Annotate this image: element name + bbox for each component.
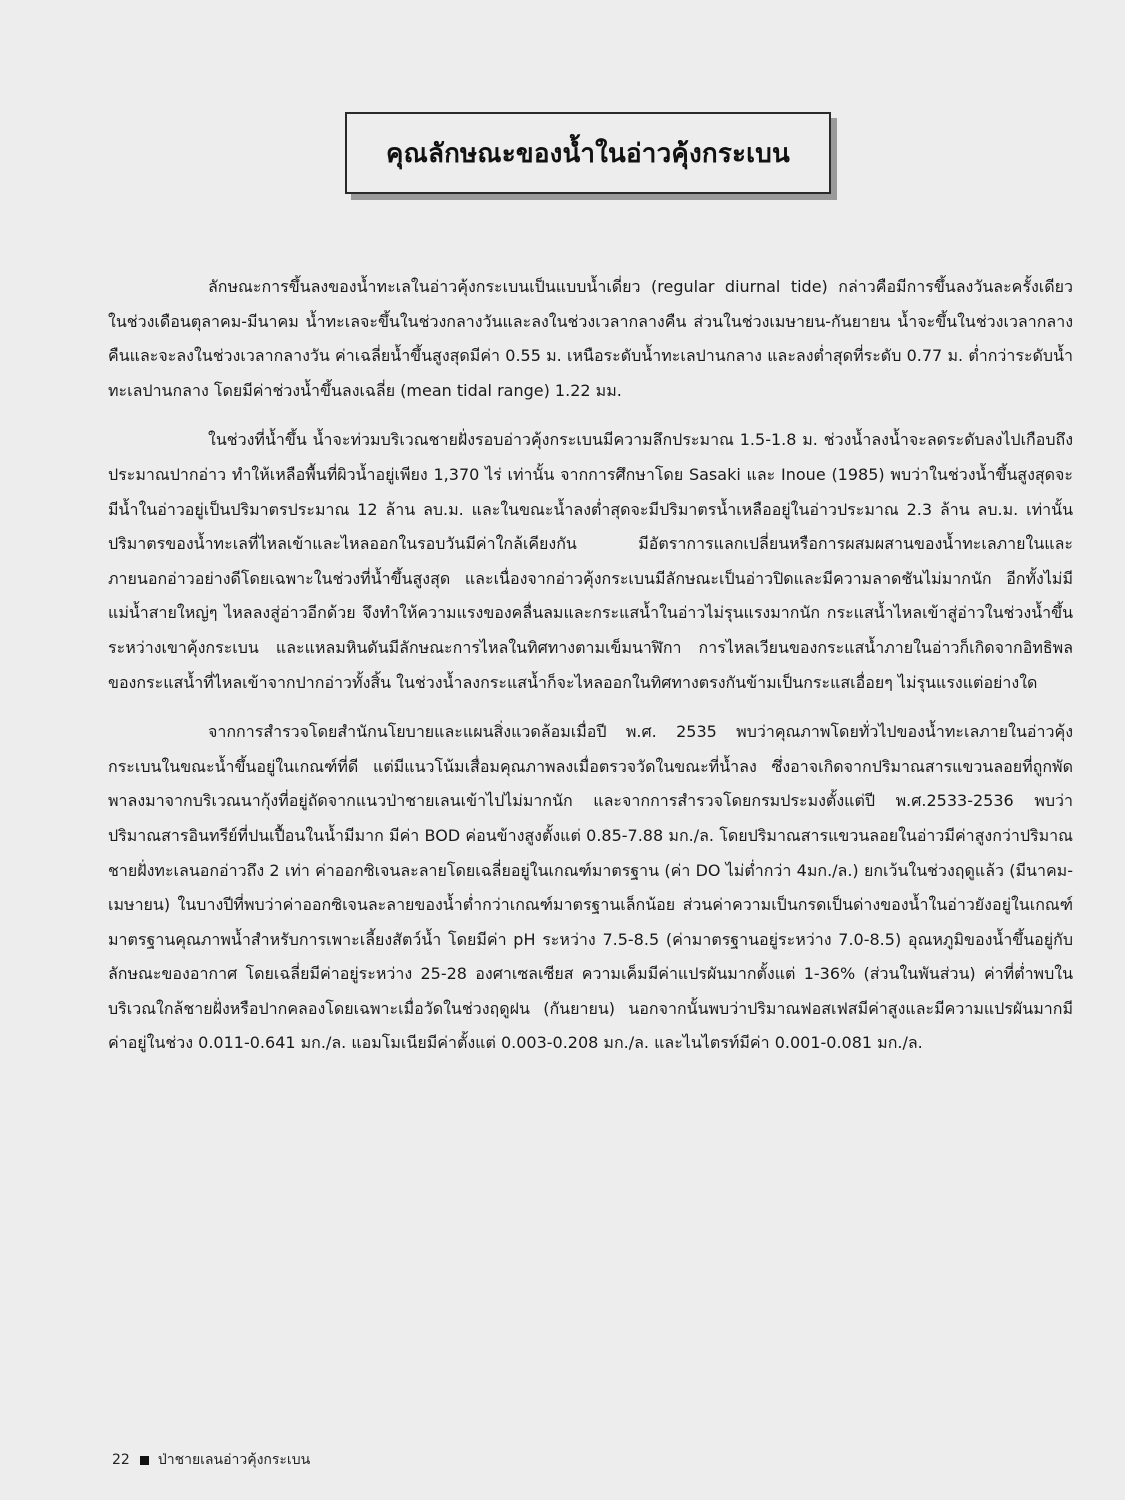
running-book-title: ป่าชายเลนอ่าวคุ้งกระเบน [157,1452,311,1468]
page-footer [112,1448,310,1472]
body-text [108,270,1073,1076]
page-title: คุณลักษณะของน้ำในอ่าวคุ้งกระเบน [386,138,790,169]
paragraph-tide: ลักษณะการขึ้นลงของน้ำทะเลในอ่าวคุ้งกระเบนเป็นแบบน้ำเดี่ยว (regular diurnal tide) กล่าวคือมีการขึ้นลงวันละครั้งเดียว ในช่วงเดือนตุลาคม-มีนาคม น้ำทะเลจะขึ้นในช่วงกลางวันและลงในช่วงเวลากลางคืน ส่วนในช่วงเมษายน-กันยายน น้ำจะขึ้นในช่วงเวลากลางคืนและจะลงในช่วงเวลากลางวัน ค่าเฉลี่ยน้ำขึ้นสูงสุดมีค่า 0.55 ม. เหนือระดับน้ำทะเลปานกลาง และลงต่ำสุดที่ระดับ 0.77 ม. ต่ำกว่าระดับน้ำทะเลปานกลาง โดยมีค่าช่วงน้ำขึ้นลงเฉลี่ย (mean tidal range) 1.22 มม. [108,277,1073,400]
page-number: 22 [112,1452,130,1468]
square-bullet-icon [140,1456,149,1465]
paragraph-water-quality: จากการสำรวจโดยสำนักนโยบายและแผนสิ่งแวดล้อมเมื่อปี พ.ศ. 2535 พบว่าคุณภาพโดยทั่วไปของน้ำทะเลภายในอ่าวคุ้งกระเบนในขณะน้ำขึ้นอยู่ในเกณฑ์ที่ดี แต่มีแนวโน้มเสื่อมคุณภาพลงเมื่อตรวจวัดในขณะที่น้ำลง ซึ่งอาจเกิดจากปริมาณสารแขวนลอยที่ถูกพัดพาลงมาจากบริเวณนากุ้งที่อยู่ถัดจากแนวป่าชายเลนเข้าไปไม่มากนัก และจากการสำรวจโดยกรมประมงตั้งแต่ปี พ.ศ.2533-2536 พบว่าปริมาณสารอินทรีย์ที่ปนเปื้อนในน้ำมีมาก มีค่า BOD ค่อนข้างสูงตั้งแต่ 0.85-7.88 มก./ล. โดยปริมาณสารแขวนลอยในอ่าวมีค่าสูงกว่าปริมาณชายฝั่งทะเลนอกอ่าวถึง 2 เท่า ค่าออกซิเจนละลายโดยเฉลี่ยอยู่ในเกณฑ์มาตรฐาน (ค่า DO ไม่ต่ำกว่า 4มก./ล.) ยกเว้นในช่วงฤดูแล้ว (มีนาคม-เมษายน) ในบางปีที่พบว่าค่าออกซิเจนละลายของน้ำต่ำกว่าเกณฑ์มาตรฐานเล็กน้อย ส่วนค่าความเป็นกรดเป็นด่างของน้ำในอ่าวยังอยู่ในเกณฑ์มาตรฐานคุณภาพน้ำสำหรับการเพาะเลี้ยงสัตว์น้ำ โดยมีค่า pH ระหว่าง 7.5-8.5 (ค่ามาตรฐานอยู่ระหว่าง 7.0-8.5) อุณหภูมิของน้ำขึ้นอยู่กับลักษณะของอากาศ โดยเฉลี่ยมีค่าอยู่ระหว่าง 25-28 องศาเซลเซียส ความเค็มมีค่าแปรผันมากตั้งแต่ 1-36% (ส่วนในพันส่วน) ค่าที่ต่ำพบในบริเวณใกล้ชายฝั่งหรือปากคลองโดยเฉพาะเมื่อวัดในช่วงฤดูฝน (กันยายน) นอกจากนั้นพบว่าปริมาณฟอสเฟสมีค่าสูงและมีความแปรผันมากมีค่าอยู่ในช่วง 0.011-0.641 มก./ล. แอมโมเนียมีค่าตั้งแต่ 0.003-0.208 มก./ล. และไนไตรท์มีค่า 0.001-0.081 มก./ล. [108,722,1073,1053]
title-box [345,112,831,194]
paragraph-water-circulation: ในช่วงที่น้ำขึ้น น้ำจะท่วมบริเวณชายฝั่งรอบอ่าวคุ้งกระเบนมีความลึกประมาณ 1.5-1.8 ม. ช่วงน้ำลงน้ำจะลดระดับลงไปเกือบถึงประมาณปากอ่าว ทำให้เหลือพื้นที่ผิวน้ำอยู่เพียง 1,370 ไร่ เท่านั้น จากการศึกษาโดย Sasaki และ Inoue (1985) พบว่าในช่วงน้ำขึ้นสูงสุดจะมีน้ำในอ่าวอยู่เป็นปริมาตรประมาณ 12 ล้าน ลบ.ม. และในขณะน้ำลงต่ำสุดจะมีปริมาตรน้ำเหลืออยู่ในอ่าวประมาณ 2.3 ล้าน ลบ.ม. เท่านั้น ปริมาตรของน้ำทะเลที่ไหลเข้าและไหลออกในรอบวันมีค่าใกล้เคียงกัน มีอัตราการแลกเปลี่ยนหรือการผสมผสานของน้ำทะเลภายในและภายนอกอ่าวอย่างดีโดยเฉพาะในช่วงที่น้ำขึ้นสูงสุด และเนื่องจากอ่าวคุ้งกระเบนมีลักษณะเป็นอ่าวปิดและมีความลาดชันไม่มากนัก อีกทั้งไม่มีแม่น้ำสายใหญ่ๆ ไหลลงสู่อ่าวอีกด้วย จึงทำให้ความแรงของคลื่นลมและกระแสน้ำในอ่าวไม่รุนแรงมากนัก กระแสน้ำไหลเข้าสู่อ่าวในช่วงน้ำขึ้นระหว่างเขาคุ้งกระเบน และแหลมหินดันมีลักษณะการไหลในทิศทางตามเข็มนาฬิกา การไหลเวียนของกระแสน้ำภายในอ่าวก็เกิดจากอิทธิพลของกระแสน้ำที่ไหลเข้าจากปากอ่าวทั้งสิ้น ในช่วงน้ำลงกระแสน้ำก็จะไหลออกในทิศทางตรงกันข้ามเป็นกระแสเอื่อยๆ ไม่รุนแรงแต่อย่างใด [108,430,1074,692]
